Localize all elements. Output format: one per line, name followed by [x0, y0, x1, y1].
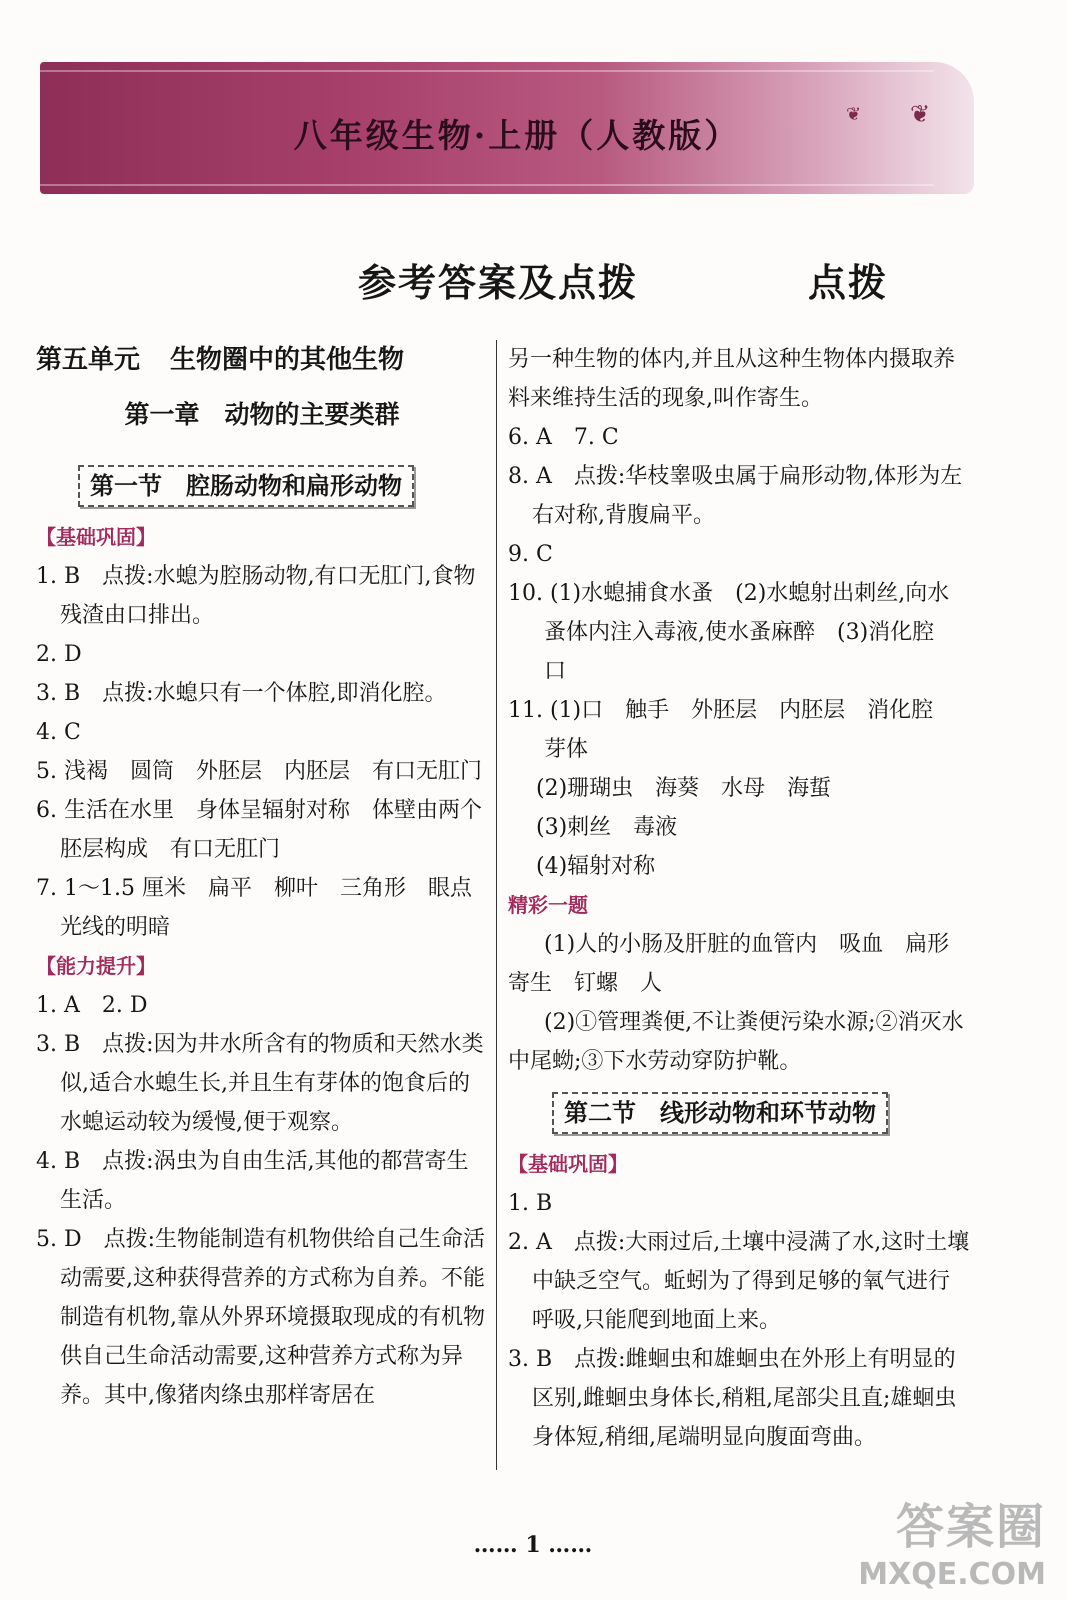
answer-item: 8. A 点拨:华枝睾吸虫属于扁形动物,体形为左右对称,背腹扁平。	[508, 464, 963, 528]
page-heading: 参考答案及点拨	[358, 260, 639, 305]
header-banner	[40, 62, 974, 194]
answer-item: 1. B	[508, 1191, 553, 1216]
answer-paragraph: (2)①管理粪便,不让粪便污染水源;②消灭水中尾蚴;③下水劳动穿防护靴。	[508, 1010, 964, 1074]
answer-paragraph: (1)人的小肠及肝脏的血管内 吸血 扁形 寄生 钉螺 人	[508, 932, 972, 996]
answer-item: 7. 1～1.5 厘米 扁平 柳叶 三角形 眼点 光线的明暗	[36, 876, 494, 940]
answer-item: 5. 浅褐 圆筒 外胚层 内胚层 有口无肛门	[36, 759, 482, 784]
butterfly-icon: ❦	[846, 104, 862, 125]
answer-item: 1. A 2. D	[36, 993, 148, 1018]
answer-item: 3. B 点拨:雌蛔虫和雄蛔虫在外形上有明显的区别,雌蛔虫身体长,稍粗,尾部尖且直;雄蛔虫身体短,稍细,尾端明显向腹面弯曲。	[508, 1347, 957, 1450]
answer-subitem: (2)珊瑚虫 海葵 水母 海蜇	[536, 776, 832, 801]
answer-item: 6. 生活在水里 身体呈辐射对称 体壁由两个胚层构成 有口无肛门	[36, 798, 482, 862]
unit-name: 生物圈中的其他生物	[170, 345, 405, 375]
answer-item: 3. B 点拨:因为井水所含有的物质和天然水类似,适合水螅生长,并且生有芽体的饱食后的水螅运动较为缓慢,便于观察。	[36, 1032, 484, 1135]
page-number: …… 1 ……	[473, 1532, 593, 1558]
answer-item: 4. C	[36, 720, 81, 745]
watermark-url: MXQE.COM	[858, 1557, 1046, 1592]
unit-title	[36, 340, 488, 392]
answer-item: 11. (1)口 触手 外胚层 内胚层 消化腔 芽体	[508, 698, 956, 762]
page-heading-extra: 点拨	[808, 260, 889, 305]
banner-stripe	[40, 70, 934, 72]
book-title: 八年级生物·上册（人教版）	[293, 116, 741, 155]
answer-item: 3. B 点拨:水螅只有一个体腔,即消化腔。	[36, 681, 447, 706]
answer-item: 2. A 点拨:大雨过后,土壤中浸满了水,这时土壤中缺乏空气。蚯蚓为了得到足够的氧气进行呼吸,只能爬到地面上来。	[508, 1230, 970, 1333]
answer-item: 10. (1)水螅捕食水蚤 (2)水螅射出刺丝,向水蚤体内注入毒液,使水蚤麻醉 (3)消化腔 口	[508, 581, 957, 684]
answer-subitem: (4)辐射对称	[536, 854, 656, 879]
column-divider	[496, 340, 497, 1470]
category-label: 【能力提升】	[36, 954, 156, 978]
butterfly-icon: ❦	[910, 100, 931, 128]
answer-item: 1. B 点拨:水螅为腔肠动物,有口无肛门,食物残渣由口排出。	[36, 564, 476, 628]
section-title: 第二节 线形动物和环节动物	[552, 1092, 888, 1134]
chapter-title: 第一章 动物的主要类群	[124, 400, 400, 429]
category-label: 精彩一题	[508, 893, 588, 917]
right-column	[508, 340, 970, 1457]
answer-continuation: 另一种生物的体内,并且从这种生物体内摄取养料来维持生活的现象,叫作寄生。	[508, 347, 955, 411]
unit-number: 第五单元	[36, 345, 141, 375]
left-column	[36, 340, 494, 1415]
answer-item: 5. D 点拨:生物能制造有机物供给自己生命活动需要,这种获得营养的方式称为自养。不能制造有机物,靠从外界环境摄取现成的有机物供自己生命活动需要,这种营养方式称为异养。其中,像猪肉绦虫那样寄居在	[36, 1227, 486, 1408]
answer-item: 6. A 7. C	[508, 425, 619, 450]
watermark	[858, 1488, 1046, 1592]
answer-subitem: (3)刺丝 毒液	[536, 815, 678, 840]
answer-item: 2. D	[36, 642, 82, 667]
category-label: 【基础巩固】	[508, 1152, 628, 1176]
watermark-logo: 答案圈	[895, 1499, 1046, 1555]
answer-item: 4. B 点拨:涡虫为自由生活,其他的都营寄生生活。	[36, 1149, 469, 1213]
category-label: 【基础巩固】	[36, 525, 156, 549]
section-title: 第一节 腔肠动物和扁形动物	[78, 465, 414, 507]
banner-stripe	[40, 184, 934, 186]
answer-item: 9. C	[508, 542, 553, 567]
